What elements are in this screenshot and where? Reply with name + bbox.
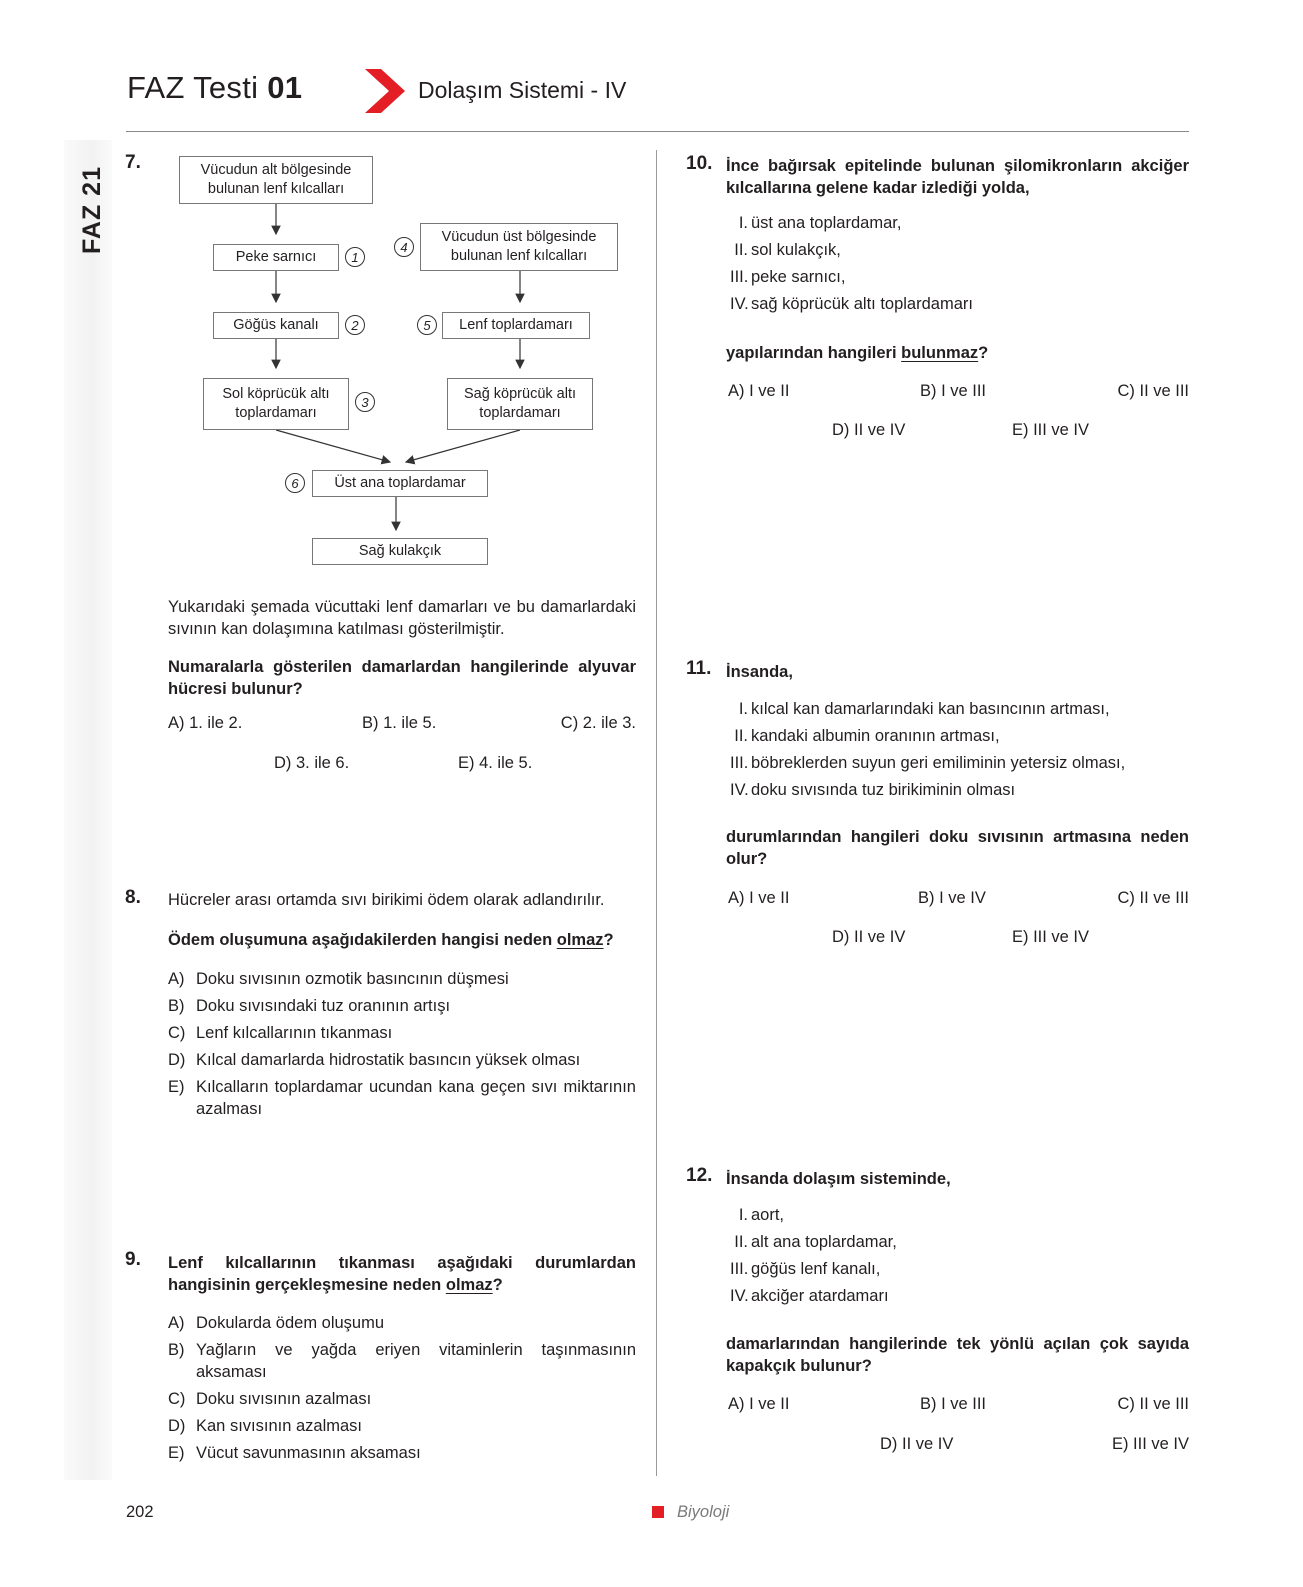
q12-item-2 (730, 1233, 897, 1260)
box-sag-koprucuk: Sağ köprücük altı toplardamarı (447, 378, 593, 430)
choice-text: Doku sıvısındaki tuz oranının artışı (196, 997, 451, 1015)
choice-text: Kan sıvısının azalması (196, 1417, 362, 1435)
choice-letter: C) (168, 1024, 186, 1042)
box-lower-lymph-capillaries: Vücudun alt bölgesinde bulunan lenf kılcalları (179, 156, 373, 204)
question-number-10: 10. (686, 153, 713, 174)
item-number: IV. (730, 1287, 749, 1305)
q8-choice-e[interactable] (168, 1076, 636, 1120)
question-number-7: 7. (125, 152, 141, 173)
q12-item-3 (730, 1260, 897, 1287)
q7-option-c[interactable]: C) 2. ile 3. (560, 714, 636, 732)
item-number: III. (730, 268, 749, 286)
q7-option-a[interactable]: A) 1. ile 2. (168, 714, 243, 732)
item-text: peke sarnıcı, (751, 268, 846, 286)
q9-stem-end: ? (492, 1276, 503, 1294)
q9-choice-b[interactable] (168, 1339, 636, 1383)
q9-choices (168, 1312, 636, 1464)
item-number: I. (738, 1206, 748, 1224)
q8-choice-c[interactable] (168, 1022, 636, 1044)
q8-stem-emphasis: olmaz (556, 931, 604, 949)
header-divider (126, 131, 1189, 132)
choice-text: Lenf kılcallarının tıkanması (196, 1024, 393, 1042)
item-number: II. (734, 241, 748, 259)
item-number: IV. (730, 295, 749, 313)
q9-stem-emphasis: olmaz (445, 1276, 493, 1294)
chevron-right-icon (365, 69, 405, 113)
q9-choice-c[interactable] (168, 1388, 636, 1410)
subject-title: Dolaşım Sistemi - IV (418, 77, 627, 103)
footer-subject: Biyoloji (677, 1503, 730, 1521)
q10-option-d[interactable]: D) II ve IV (832, 421, 906, 439)
q8-choice-b[interactable] (168, 995, 636, 1017)
choice-letter: D) (168, 1417, 186, 1435)
item-number: III. (730, 1260, 749, 1278)
item-number: III. (730, 754, 749, 772)
q11-item-3 (730, 754, 1125, 781)
q10-stem (726, 342, 1189, 364)
item-text: kandaki albumin oranının artması, (751, 727, 1000, 745)
q11-option-c[interactable]: C) II ve III (1117, 889, 1189, 907)
q12-intro: İnsanda dolaşım sisteminde, (726, 1170, 951, 1188)
choice-text: Vücut savunmasının aksaması (196, 1444, 421, 1462)
q8-stem-end: ? (603, 931, 614, 949)
q10-item-1 (730, 214, 973, 241)
item-text: doku sıvısında tuz birikiminin olması (751, 781, 1016, 799)
choice-letter: D) (168, 1051, 186, 1069)
q10-stem-end: ? (978, 344, 989, 362)
box-sol-koprucuk: Sol köprücük altı toplardamarı (203, 378, 349, 430)
q11-item-4 (730, 781, 1125, 808)
marker-3: 3 (355, 392, 375, 412)
question-number-12: 12. (686, 1165, 713, 1186)
item-text: aort, (751, 1206, 785, 1224)
q7-stem: Numaralarla gösterilen damarlardan hangilerinde alyuvar hücresi bulunur? (168, 658, 636, 698)
item-text: alt ana toplardamar, (751, 1233, 897, 1251)
item-text: göğüs lenf kanalı, (751, 1260, 881, 1278)
box-gogus-kanali: Göğüs kanalı (213, 312, 339, 339)
question-number-11: 11. (686, 658, 712, 679)
item-number: IV. (730, 781, 749, 799)
diagram-arrows (150, 150, 630, 570)
q10-item-4 (730, 295, 973, 322)
q8-choice-d[interactable] (168, 1049, 636, 1071)
q11-item-1 (730, 700, 1125, 727)
q11-option-e[interactable]: E) III ve IV (1012, 928, 1090, 946)
test-number: 01 (267, 70, 303, 105)
page-number: 202 (126, 1503, 154, 1521)
q12-option-a[interactable]: A) I ve II (728, 1395, 790, 1413)
q9-choice-e[interactable] (168, 1442, 636, 1464)
choice-text: Dokularda ödem oluşumu (196, 1314, 385, 1332)
q12-stem: damarlarından hangilerinde tek yönlü açılan çok sayıda kapakçık bulunur? (726, 1335, 1189, 1375)
choice-letter: B) (168, 997, 185, 1015)
item-text: üst ana toplardamar, (751, 214, 902, 232)
q12-items (730, 1206, 897, 1314)
q11-option-a[interactable]: A) I ve II (728, 889, 790, 907)
q11-items (730, 700, 1125, 808)
q8-intro: Hücreler arası ortamda sıvı birikimi ödem olarak adlandırılır. (168, 891, 605, 909)
choice-text: Kılcal damarlarda hidrostatik basıncın yüksek olması (196, 1051, 581, 1069)
choice-letter: B) (168, 1341, 185, 1359)
q9-choice-d[interactable] (168, 1415, 636, 1437)
faz-label: FAZ Testi (127, 70, 259, 105)
q12-item-4 (730, 1287, 897, 1314)
marker-4: 4 (394, 237, 414, 257)
q11-stem: durumlarından hangileri doku sıvısının artmasına neden olur? (726, 828, 1189, 868)
choice-letter: A) (168, 970, 185, 988)
q10-item-3 (730, 268, 973, 295)
question-number-8: 8. (125, 887, 141, 908)
choice-text: Doku sıvısının azalması (196, 1390, 372, 1408)
item-text: sol kulakçık, (751, 241, 841, 259)
box-peke-sarnici: Peke sarnıcı (213, 244, 339, 271)
item-number: II. (734, 1233, 748, 1251)
q12-item-1 (730, 1206, 897, 1233)
q10-items (730, 214, 973, 322)
q8-choice-a[interactable] (168, 968, 636, 990)
item-text: böbreklerden suyun geri emiliminin yetersiz olması, (751, 754, 1126, 772)
q12-option-c[interactable]: C) II ve III (1117, 1395, 1189, 1413)
q9-choice-a[interactable] (168, 1312, 636, 1334)
q11-option-d[interactable]: D) II ve IV (832, 928, 906, 946)
item-text: akciğer atardamarı (751, 1287, 889, 1305)
box-upper-lymph-capillaries: Vücudun üst bölgesinde bulunan lenf kılcalları (420, 223, 618, 271)
question-number-9: 9. (125, 1249, 141, 1270)
lymph-flow-diagram (150, 150, 630, 570)
q12-option-e[interactable]: E) III ve IV (1111, 1435, 1189, 1453)
item-text: sağ köprücük altı toplardamarı (751, 295, 973, 313)
item-number: I. (738, 214, 748, 232)
q7-option-d[interactable]: D) 3. ile 6. (274, 754, 350, 772)
marker-6: 6 (285, 473, 305, 493)
marker-5: 5 (417, 315, 437, 335)
item-text: kılcal kan damarlarındaki kan basıncının artması, (751, 700, 1110, 718)
page-title (127, 70, 302, 106)
q11-item-2 (730, 727, 1125, 754)
choice-text: Kılcalların toplardamar ucundan kana geçen sıvı miktarının azalması (196, 1078, 636, 1118)
choice-letter: E) (168, 1078, 185, 1096)
square-bullet-icon (652, 1506, 664, 1518)
q7-intro: Yukarıdaki şemada vücuttaki lenf damarları ve bu damarlardaki sıvının kan dolaşımına katılması gösterilmiştir. (168, 598, 636, 638)
box-ust-ana-toplardamar: Üst ana toplardamar (312, 470, 488, 497)
q10-option-e[interactable]: E) III ve IV (1012, 421, 1090, 439)
q10-item-2 (730, 241, 973, 268)
q11-intro: İnsanda, (726, 663, 793, 681)
q10-option-a[interactable]: A) I ve II (728, 382, 790, 400)
q10-intro: İnce bağırsak epitelinde bulunan şilomikronların akciğer kılcallarına gelene kadar izlediği yolda, (726, 157, 1189, 197)
q8-choices (168, 968, 636, 1120)
q10-stem-emphasis: bulunmaz (901, 344, 979, 362)
marker-2: 2 (345, 315, 365, 335)
item-number: I. (738, 700, 748, 718)
q10-option-c[interactable]: C) II ve III (1117, 382, 1189, 400)
q10-option-b[interactable]: B) I ve III (920, 382, 987, 400)
choice-text: Doku sıvısının ozmotik basıncının düşmesi (196, 970, 509, 988)
choice-letter: C) (168, 1390, 186, 1408)
box-lenf-toplardamari: Lenf toplardamarı (442, 312, 590, 339)
choice-letter: E) (168, 1444, 185, 1462)
q12-option-d[interactable]: D) II ve IV (880, 1435, 954, 1453)
marker-1: 1 (345, 247, 365, 267)
side-tab-label: FAZ 21 (78, 166, 106, 254)
choice-letter: A) (168, 1314, 185, 1332)
q8-stem (168, 929, 636, 951)
side-tab (58, 160, 118, 260)
q7-option-b[interactable]: B) 1. ile 5. (362, 714, 437, 732)
side-strip (64, 140, 112, 1480)
q9-stem-text: Lenf kılcallarının tıkanması aşağıdaki durumlardan hangisinin gerçekleşmesine neden (168, 1254, 636, 1294)
q9-stem (168, 1252, 636, 1296)
box-sag-kulakcik: Sağ kulakçık (312, 538, 488, 565)
q10-stem-text: yapılarından hangileri (726, 344, 902, 362)
q11-option-b[interactable]: B) I ve IV (918, 889, 986, 907)
choice-text: Yağların ve yağda eriyen vitaminlerin taşınmasının aksaması (196, 1341, 636, 1381)
column-divider (656, 150, 657, 1476)
q7-option-e[interactable]: E) 4. ile 5. (458, 754, 533, 772)
q8-stem-text: Ödem oluşumuna aşağıdakilerden hangisi neden (168, 931, 557, 949)
q12-option-b[interactable]: B) I ve III (920, 1395, 987, 1413)
item-number: II. (734, 727, 748, 745)
